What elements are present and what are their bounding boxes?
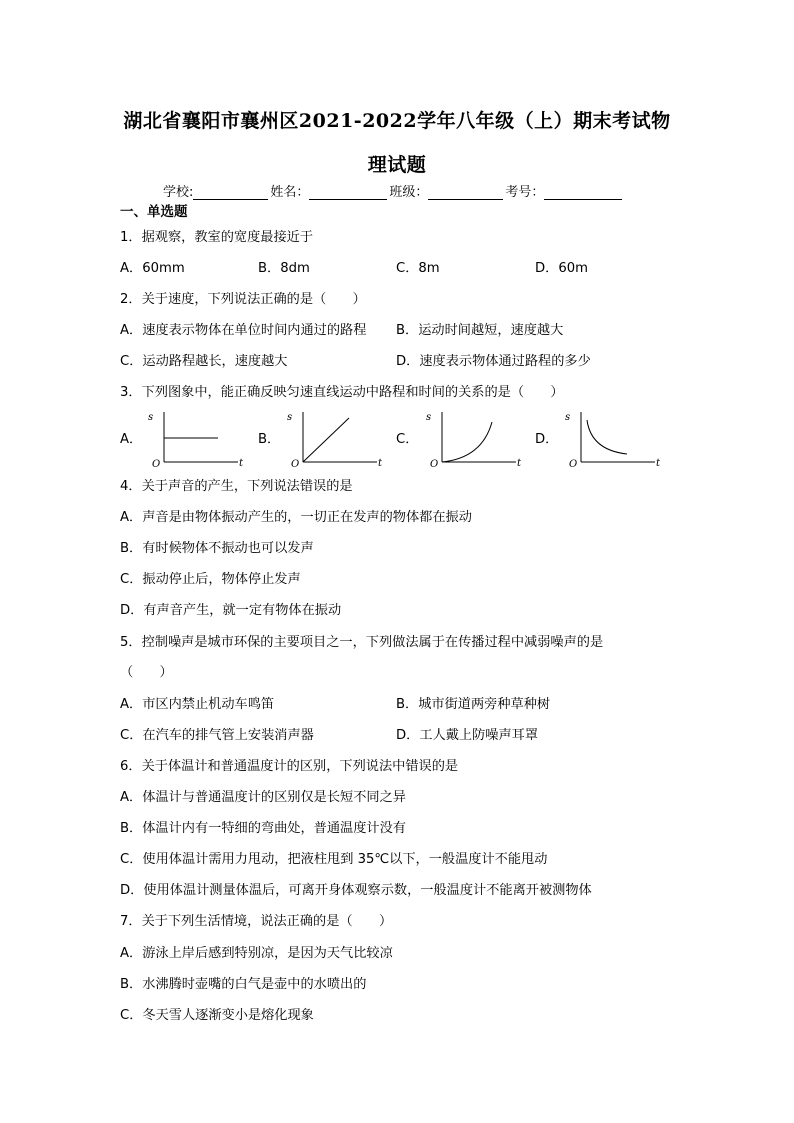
question-4-stem: 4．关于声音的产生，下列说法错误的是 bbox=[120, 479, 353, 494]
question-4-option-c: C．振动停止后，物体停止发声 bbox=[120, 572, 301, 587]
question-1-option-c: C．8m bbox=[396, 261, 440, 276]
graph-a-t-label: t bbox=[239, 458, 244, 469]
question-1-option-d: D．60m bbox=[535, 261, 588, 276]
question-5-option-d: D．工人戴上防噪声耳罩 bbox=[396, 728, 539, 743]
graph-c-t-label: t bbox=[517, 458, 522, 469]
question-2-option-a: A．速度表示物体在单位时间内通过的路程 bbox=[120, 323, 367, 338]
question-4-option-d: D．有声音产生，就一定有物体在振动 bbox=[120, 603, 342, 618]
graph-b-t-label: t bbox=[378, 458, 383, 469]
question-5-option-b: B．城市街道两旁种草种树 bbox=[396, 697, 551, 712]
question-5-stem: 5．控制噪声是城市环保的主要项目之一，下列做法属于在传播过程中减弱噪声的是 bbox=[120, 635, 604, 650]
graph-d-s-label: s bbox=[565, 412, 571, 423]
question-2-option-b: B．运动时间越短，速度越大 bbox=[396, 323, 564, 338]
graph-c-accelerating bbox=[422, 410, 522, 470]
question-7-option-b: B．水沸腾时壶嘴的白气是壶中的水喷出的 bbox=[120, 977, 367, 992]
question-6-option-b: B．体温计内有一特细的弯曲处，普通温度计没有 bbox=[120, 821, 406, 836]
question-1-stem: 1．据观察，教室的宽度最接近于 bbox=[120, 230, 314, 245]
graph-b-curve bbox=[303, 418, 349, 462]
graph-b-s-label: s bbox=[287, 412, 293, 423]
graph-a-constant-s bbox=[144, 410, 244, 470]
question-6-option-d: D．使用体温计测量体温后，可离开身体观察示数，一般温度计不能离开被测物体 bbox=[120, 883, 592, 898]
student-info-row bbox=[163, 181, 624, 200]
graph-d-origin: O bbox=[569, 459, 578, 470]
question-1-option-a: A．60mm bbox=[120, 261, 185, 276]
question-2-option-d: D．速度表示物体通过路程的多少 bbox=[396, 354, 591, 369]
question-3-option-b: B． bbox=[258, 432, 281, 447]
page-title-line1: 湖北省襄阳市襄州区2021-2022学年八年级（上）期末考试物 bbox=[123, 110, 671, 132]
class-field[interactable] bbox=[428, 185, 503, 200]
graph-a-s-label: s bbox=[148, 412, 154, 423]
graph-d-t-label: t bbox=[656, 458, 661, 469]
class-label: 班级： bbox=[389, 185, 429, 200]
question-2-stem: 2．关于速度，下列说法正确的是（ ） bbox=[120, 292, 366, 307]
graph-d-curve bbox=[587, 420, 627, 454]
name-field[interactable] bbox=[309, 185, 387, 200]
question-3-option-d: D． bbox=[535, 432, 559, 447]
section-heading: 一、单选题 bbox=[120, 204, 188, 220]
question-3-option-a: A． bbox=[120, 432, 143, 447]
school-field[interactable] bbox=[193, 185, 268, 200]
question-2-option-c: C．运动路程越长，速度越大 bbox=[120, 354, 288, 369]
exam-no-label: 考号： bbox=[505, 185, 545, 200]
question-4-option-b: B．有时候物体不振动也可以发声 bbox=[120, 541, 314, 556]
question-6-stem: 6．关于体温计和普通温度计的区别，下列说法中错误的是 bbox=[120, 759, 459, 774]
graph-b-linear bbox=[283, 410, 383, 470]
question-7-option-c: C．冬天雪人逐渐变小是熔化现象 bbox=[120, 1008, 314, 1023]
page-title-line2: 理试题 bbox=[367, 154, 427, 176]
question-5-stem-cont: （ ） bbox=[120, 665, 173, 680]
school-label: 学校: bbox=[163, 185, 194, 200]
graph-d-decaying bbox=[561, 410, 661, 470]
question-6-option-c: C．使用体温计需用力甩动，把液柱甩到 35℃以下，一般温度计不能甩动 bbox=[120, 852, 548, 867]
question-5-option-a: A．市区内禁止机动车鸣笛 bbox=[120, 697, 275, 712]
graph-c-origin: O bbox=[430, 459, 439, 470]
question-6-option-a: A．体温计与普通温度计的区别仅是长短不同之异 bbox=[120, 790, 406, 805]
question-4-option-a: A．声音是由物体振动产生的，一切正在发声的物体都在振动 bbox=[120, 510, 472, 525]
graph-c-curve bbox=[442, 422, 492, 462]
question-7-stem: 7．关于下列生活情境，说法正确的是（ ） bbox=[120, 914, 393, 929]
question-7-option-a: A．游泳上岸后感到特别凉，是因为天气比较凉 bbox=[120, 946, 393, 961]
question-3-option-c: C． bbox=[396, 432, 419, 447]
graph-c-s-label: s bbox=[426, 412, 432, 423]
question-1-option-b: B．8dm bbox=[258, 261, 310, 276]
question-5-option-c: C．在汽车的排气管上安装消声器 bbox=[120, 728, 314, 743]
exam-no-field[interactable] bbox=[544, 185, 622, 200]
name-label: 姓名： bbox=[270, 185, 310, 200]
question-3-stem: 3．下列图象中，能正确反映匀速直线运动中路程和时间的关系的是（ ） bbox=[120, 385, 564, 400]
graph-b-origin: O bbox=[291, 459, 300, 470]
graph-a-origin: O bbox=[152, 459, 161, 470]
